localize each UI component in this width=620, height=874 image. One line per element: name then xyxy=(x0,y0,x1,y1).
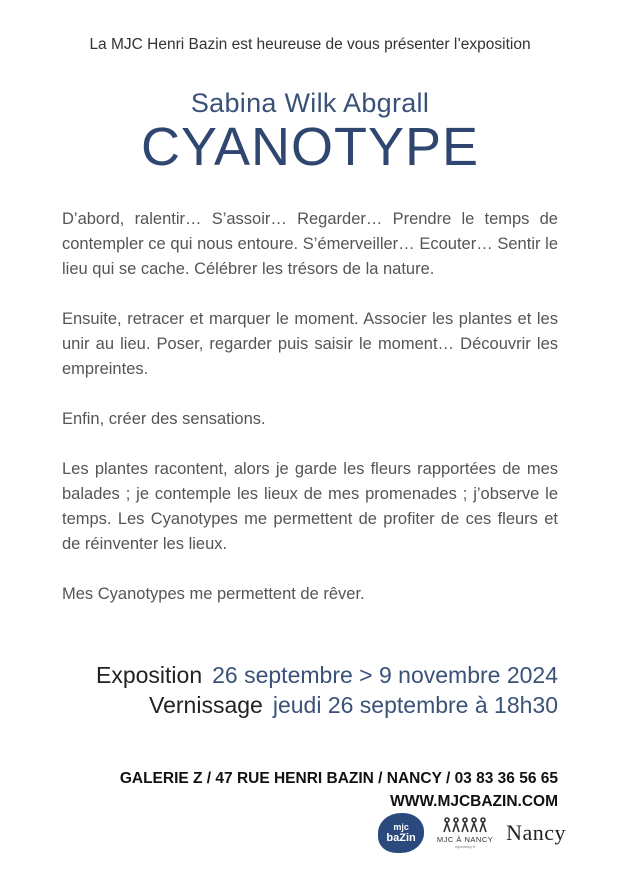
paragraph-3: Enfin, créer des sensations. xyxy=(62,410,266,428)
intro-text: La MJC Henri Bazin est heureuse de vous présenter l’exposition xyxy=(89,36,531,53)
vernissage-line xyxy=(96,690,558,720)
separator: / xyxy=(202,770,216,787)
vernissage-date: jeudi 26 septembre à 18h30 xyxy=(272,692,558,718)
mjc-nancy-logo: MJC À NANCY mjcnancy.fr xyxy=(434,817,496,849)
city: NANCY xyxy=(386,770,442,787)
paragraph-4: Les plantes racontent, alors je garde les fleurs rapportées de mes balades ; je contemple les lieux de mes promenades ; j’observe le temps. Les Cyanotypes me permettent de profiter de ces fleurs et de réinventer les lieux. xyxy=(62,460,558,553)
exhibition-title: CYANOTYPE xyxy=(140,117,480,177)
nancy-logo: Nancy xyxy=(506,820,566,845)
website-link[interactable]: WWW.MJCBAZIN.COM xyxy=(390,793,558,810)
street: 47 RUE HENRI BAZIN xyxy=(215,770,374,787)
address-line xyxy=(120,767,558,790)
phone-number: 03 83 36 56 65 xyxy=(454,770,558,787)
logos-row xyxy=(378,813,566,853)
artist-name: Sabina Wilk Abgrall xyxy=(190,88,430,118)
exposition-dates: 26 septembre > 9 novembre 2024 xyxy=(212,662,558,688)
paragraph-2: Ensuite, retracer et marquer le moment. Associer les plantes et les unir au lieu. Poser, regarder puis saisir le moment… Découvrir les empreintes. xyxy=(62,310,558,378)
exposition-label: Exposition xyxy=(96,662,203,688)
address-block xyxy=(120,767,558,813)
dates-block xyxy=(96,660,558,720)
paragraph-5: Mes Cyanotypes me permettent de rêver. xyxy=(62,585,365,603)
mjc-bazin-logo: mjc baZin xyxy=(378,813,424,853)
separator: / xyxy=(373,770,387,787)
people-icon xyxy=(443,817,487,833)
paragraph-1: D’abord, ralentir… S’assoir… Regarder… Prendre le temps de contempler ce qui nous entoure. S’émerveiller… Ecouter… Sentir le lieu qui se cache. Célébrer les trésors de la nature. xyxy=(62,210,558,278)
exposition-line xyxy=(96,660,558,690)
separator: / xyxy=(441,770,455,787)
gallery-name: GALERIE Z xyxy=(119,770,203,787)
vernissage-label: Vernissage xyxy=(149,692,263,718)
description xyxy=(62,207,558,632)
